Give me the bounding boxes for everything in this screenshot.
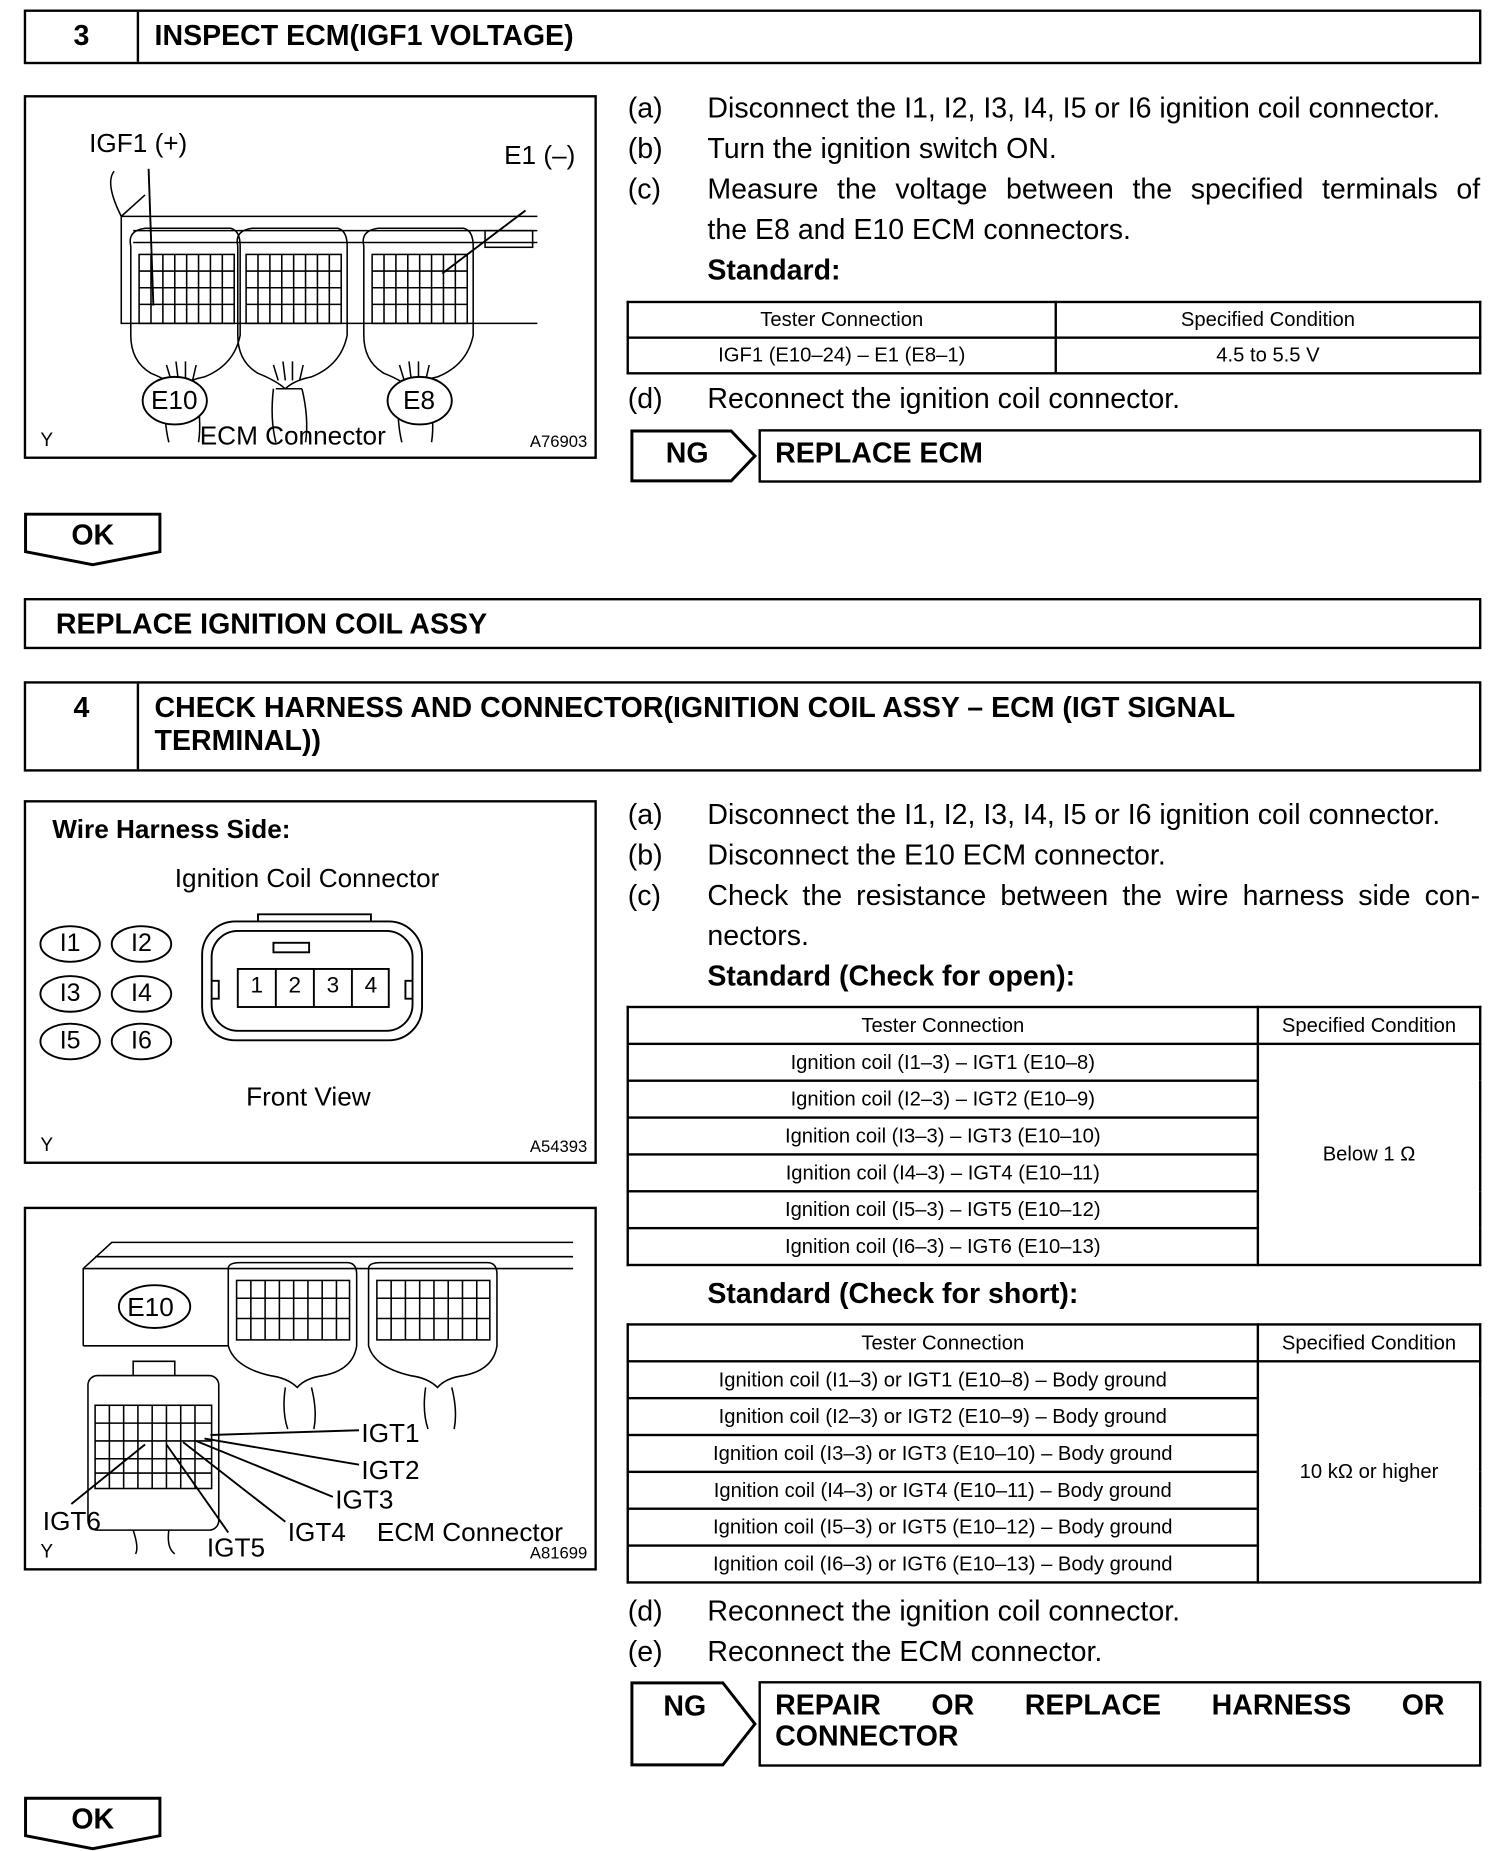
instruction-label: (b) [627,839,663,872]
short-check-table [627,1323,1482,1583]
tester-connection-cell: Ignition coil (I2–3) or IGT2 (E10–9) – Body ground [628,1398,1258,1435]
specified-condition-cell: 4.5 to 5.5 V [1056,338,1480,374]
ng-result-row [630,429,1481,483]
tester-connection-cell: Ignition coil (I5–3) – IGT5 (E10–12) [628,1191,1258,1228]
replace-coil-text: REPLACE IGNITION COIL ASSY [55,608,488,641]
ecm-igt-connector-diagram [24,1207,597,1571]
e8-label: E8 [403,385,436,415]
table-row [628,1044,1480,1081]
instruction-label: (d) [627,382,663,415]
tester-connection-cell: IGF1 (E10–24) – E1 (E8–1) [628,338,1056,374]
instruction-text: Disconnect the I1, I2, I3, I4, I5 or I6 ignition coil connector. [707,798,1441,832]
specified-condition-cell: 10 kΩ or higher [1258,1361,1480,1582]
coil-label-i1: I1 [59,929,81,958]
column-header: Tester Connection [628,1324,1258,1361]
step-3-header [24,10,1482,65]
wire-harness-side-heading: Wire Harness Side: [52,814,291,845]
e1-label: E1 (–) [504,140,576,171]
e10-label: E10 [150,385,198,415]
instruction-label: (d) [627,1595,663,1628]
instruction-text: Reconnect the ECM connector. [707,1635,1103,1669]
coil-label-i3: I3 [59,979,81,1007]
coil-label-i2: I2 [131,929,152,958]
standard-open-heading: Standard (Check for open): [707,960,1076,993]
step-4-header [24,681,1482,771]
e10-label: E10 [127,1292,174,1323]
ng-action-text: CONNECTOR [775,1720,959,1753]
instruction-text-continued: the E8 and E10 ECM connectors. [707,214,1131,247]
standard-short-heading: Standard (Check for short): [707,1278,1079,1311]
igt5-label: IGT5 [206,1532,266,1563]
igt2-label: IGT2 [361,1455,420,1485]
diagram-corner-mark: Y [40,1135,54,1156]
ecm-igt-drawing [26,1209,594,1568]
ng-action-text: REPLACE ECM [775,437,983,470]
pin-label: 1 [250,973,264,999]
igt6-label: IGT6 [42,1506,101,1537]
igt3-label: IGT3 [335,1484,394,1515]
diagram-code: A81699 [529,1543,588,1563]
coil-label-i5: I5 [59,1027,81,1055]
tester-connection-cell: Ignition coil (I5–3) or IGT5 (E10–12) – Body ground [628,1509,1258,1546]
diagram-caption: ECM Connector [199,420,386,451]
table-header-row [628,1324,1480,1361]
instruction-text: Reconnect the ignition coil connector. [707,382,1181,415]
instruction-text: Disconnect the E10 ECM connector. [707,839,1166,872]
step-title: INSPECT ECM(IGF1 VOLTAGE) [154,20,574,53]
tester-connection-cell: Ignition coil (I1–3) – IGT1 (E10–8) [628,1044,1258,1081]
specified-condition-cell: Below 1 Ω [1258,1044,1480,1265]
igt4-label: IGT4 [287,1517,346,1547]
coil-label-i6: I6 [131,1027,152,1055]
instruction-label: (a) [627,798,663,832]
pin-label: 4 [364,973,378,999]
open-check-table [627,1006,1482,1266]
step-number: 4 [26,684,139,770]
tester-connection-cell: Ignition coil (I3–3) or IGT3 (E10–10) – Body ground [628,1435,1258,1472]
standard-heading: Standard: [707,254,841,287]
ok-label: OK [71,1803,115,1836]
ng-label: NG [663,1690,707,1723]
ok-result-button[interactable] [24,1796,162,1851]
table-row [628,338,1480,374]
tester-connection-cell: Ignition coil (I4–3) – IGT4 (E10–11) [628,1154,1258,1191]
instruction-text: Turn the ignition switch ON. [707,133,1057,166]
tester-connection-cell: Ignition coil (I3–3) – IGT3 (E10–10) [628,1118,1258,1155]
diagram-code: A54393 [529,1136,588,1156]
column-header: Tester Connection [628,302,1056,338]
replace-ignition-coil-box [24,598,1482,649]
instruction-text-continued: nectors. [707,920,809,953]
instruction-label: (c) [627,879,662,912]
step-number: 3 [26,12,139,62]
step-title-line: CHECK HARNESS AND CONNECTOR(IGNITION COIL ASSY – ECM (IGT SIGNAL [154,691,1236,725]
instruction-text: Measure the voltage between the specified terminals of [707,173,1481,206]
column-header: Specified Condition [1258,1007,1480,1044]
tester-connection-cell: Ignition coil (I2–3) – IGT2 (E10–9) [628,1081,1258,1118]
column-header: Specified Condition [1258,1324,1480,1361]
instruction-text: Disconnect the I1, I2, I3, I4, I5 or I6 ignition coil connector. [707,92,1441,125]
tester-connection-cell: Ignition coil (I6–3) or IGT6 (E10–13) – Body ground [628,1546,1258,1583]
diagram-corner-mark: Y [40,1542,54,1563]
diagram-caption: ECM Connector [376,1517,563,1547]
igt1-label: IGT1 [361,1418,420,1449]
instruction-text: Check the resistance between the wire harness side con- [707,879,1481,912]
igf1-label: IGF1 (+) [89,128,188,159]
ng-label: NG [665,437,709,470]
ok-result-button[interactable] [24,512,162,567]
instruction-label: (a) [627,92,663,125]
step-title-line: TERMINAL)) [154,725,321,758]
coil-label-i4: I4 [131,979,152,1007]
pin-label: 3 [326,973,340,999]
table-header-row [628,1007,1480,1044]
tester-connection-cell: Ignition coil (I6–3) – IGT6 (E10–13) [628,1228,1258,1265]
tester-connection-cell: Ignition coil (I1–3) or IGT1 (E10–8) – Body ground [628,1361,1258,1398]
column-header: Tester Connection [628,1007,1258,1044]
voltage-spec-table [627,301,1482,375]
table-header-row [628,302,1480,338]
diagram-corner-mark: Y [40,430,54,451]
ok-label: OK [71,519,115,552]
connector-title: Ignition Coil Connector [174,863,440,893]
ng-result-row [630,1681,1481,1767]
pin-label: 2 [288,973,302,999]
instruction-label: (e) [627,1635,663,1669]
instruction-text: Reconnect the ignition coil connector. [707,1595,1181,1628]
ignition-coil-connector-diagram [24,800,597,1164]
ng-action-text: REPAIR OR REPLACE HARNESS OR [775,1689,1445,1722]
front-view-caption: Front View [246,1081,371,1112]
diagram-code: A76903 [529,431,588,451]
ecm-connector-diagram [24,95,597,459]
instruction-label: (c) [627,173,662,206]
step-title [155,692,1456,759]
instruction-label: (b) [627,133,663,166]
table-row [628,1361,1480,1398]
column-header: Specified Condition [1056,302,1480,338]
tester-connection-cell: Ignition coil (I4–3) or IGT4 (E10–11) – Body ground [628,1472,1258,1509]
